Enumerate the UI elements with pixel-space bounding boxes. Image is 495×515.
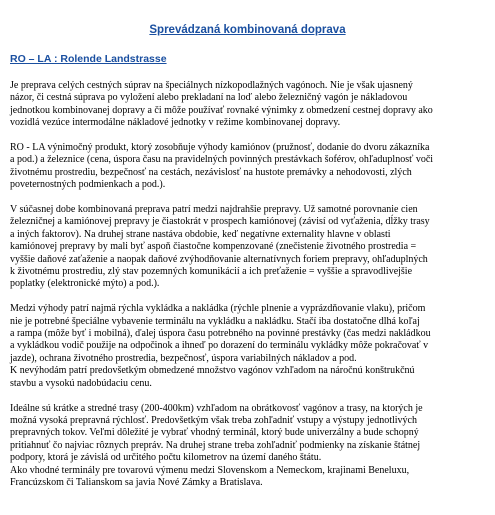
paragraph-costs: V súčasnej dobe kombinovaná preprava patrí medzi najdrahšie prepravy. Už samotné porovnanie cien železničnej a kamiónovej prepravy je čiastokrát v prospech kamiónovej (závisí od vyťaženia, dĺžky trasy a iných faktorov). Na druhej strane nastáva obdobie, keď negatívne externality hlavne v oblasti kamiónovej prepravy by mali byť aspoň čiastočne kompenzované (znečistenie životného prostredia = vyššie daňové zaťaženie a naopak daňové zvýhodňovanie alternatívnych foriem prepravy, ohľaduplných k životnému prostrediu, zlý stav pozemných komunikácií a ich preťaženie = vyššie a spravodlivejšie poplatky (elektronické mýto) a pod.). (10, 204, 430, 290)
paragraph-definition: Je preprava celých cestných súprav na špeciálnych nízkopodlažných vagónoch. Nie je však ujasnený názor, či cestná súprava po vyložení alebo prekladaní na loď alebo železničný vagón je nákladovou jednotkou kombinovanej dopravy a či môže používať rovnaké výnimky z obmedzení cestnej dopravy ako vozidlá vezúce intermodálne nákladové jednotky v režime kombinovanej dopravy. (10, 80, 433, 129)
document-body (10, 80, 488, 489)
paragraph-routes-terminals: Ideálne sú krátke a stredné trasy (200-400km) vzhľadom na obrátkovosť vagónov a trasy, na ktorých je možná vysoká prepravná rýchlosť. Predovšetkým však treba zohľadniť vstupy a výstupy jednotlivých prepravných tokov. Veľmi dôležité je vybrať vhodný terminál, ktorý bude univerzálny a bude schopný pritiahnuť čo najviac rôznych prepráv. Na druhej strane treba zohľadniť podmienky na získanie štátnej podpory, ktorá je závislá od určitého počtu kilometrov na území daného štátu. Ako vhodné terminály pre tovarovú výmenu medzi Slovenskom a Nemeckom, krajinami Beneluxu, Francúzskom či Talianskom sa javia Nové Zámky a Bratislava. (10, 402, 423, 488)
document-title[interactable]: Sprevádzaná kombinovaná doprava (149, 24, 346, 36)
document-subtitle[interactable]: RO – LA : Rolende Landstrasse (10, 53, 167, 65)
paragraph-advantages-product: RO - LA výnimočný produkt, ktorý zosobňuje výhody kamiónov (pružnosť, dodanie do dvoru zákazníka a pod.) a železnice (cena, úspora času na pravidelných povinných prestávkach šoférov, ohľaduplnosť voči životnému prostrediu, bezpečnosť na cestách, nezávislosť na hustote premávky a nehodovosti, zlých poveternostných podmienkach a pod.). (10, 142, 434, 191)
paragraph-pros-cons: Medzi výhody patrí najmä rýchla vykládka a nakládka (rýchle plnenie a vyprázdňovanie vlaku), pričom nie je potrebné špeciálne vybavenie terminálu na vykládku a nakládku. Stačí iba dostatočne dlhá koľaj a rampa (môže byť i mobilná), ďalej úspora času potrebného na povinné prestávky (čas medzi nakládkou a vykládkou vodič použije na odpočinok a ihneď po dorazení do terminálu vykládky môže pokračovať v jazde), ochrana životného prostredia, bezpečnosť, úspora variabilných nákladov a pod. K nevýhodám patrí predovšetkým obmedzené množstvo vagónov vzhľadom na náročnú konštrukčnú stavbu a vysokú nadobúdaciu cenu. (10, 303, 431, 389)
